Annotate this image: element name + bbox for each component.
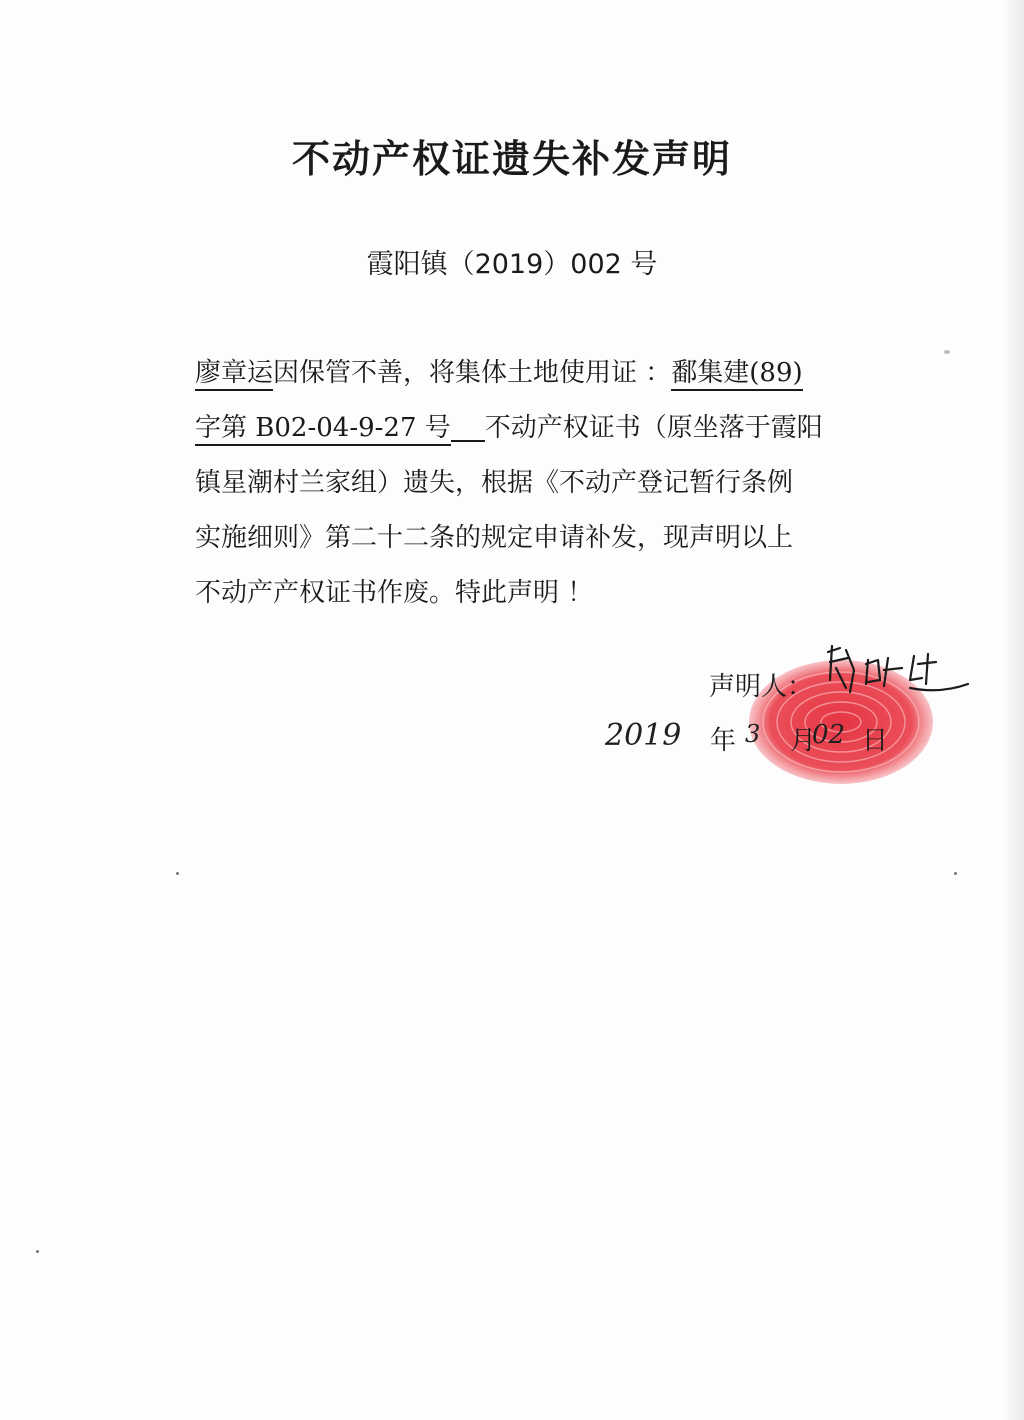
date-day-label: 日 (862, 726, 889, 756)
underline-blank (451, 406, 485, 442)
document-number: 霞阳镇（2019）002 号 (366, 249, 658, 280)
document-title: 不动产权证遗失补发声明 (291, 137, 732, 181)
body-line-3: 镇星潮村兰家组）遗失，根据《不动产登记暂行条例 (195, 468, 794, 498)
scan-speck (954, 872, 957, 875)
owner-name: 廖章运 (195, 358, 273, 391)
declarant-label: 声明人： (709, 672, 814, 702)
date-year-label: 年 (710, 726, 737, 756)
certificate-prefix: 鄱集建(89) (671, 358, 802, 391)
declaration-body (195, 346, 905, 621)
body-line-1 (195, 346, 905, 401)
date-month-handwritten: 3 (745, 720, 761, 748)
scan-speck (36, 1250, 39, 1253)
date-month-label: 月 (790, 726, 817, 756)
handwritten-signature (810, 640, 980, 710)
date-year-handwritten: 2019 (605, 718, 682, 753)
scan-speck (944, 350, 950, 354)
body-line-4: 实施细则》第二十二条的规定申请补发，现声明以上 (195, 523, 794, 553)
scan-edge-shadow (1002, 0, 1024, 1420)
body-text-1: 因保管不善，将集体土地使用证 ： (273, 358, 672, 388)
body-text-2: 不动产权证书（原坐落于霞阳 (484, 413, 823, 443)
date-day-handwritten: 02 (812, 720, 846, 750)
body-line-5: 不动产产权证书作废。特此声明 ！ (195, 578, 594, 608)
scan-speck (176, 872, 179, 875)
certificate-number: 字第 B02-04-9-27 号 (195, 413, 451, 446)
body-line-2 (195, 401, 905, 456)
